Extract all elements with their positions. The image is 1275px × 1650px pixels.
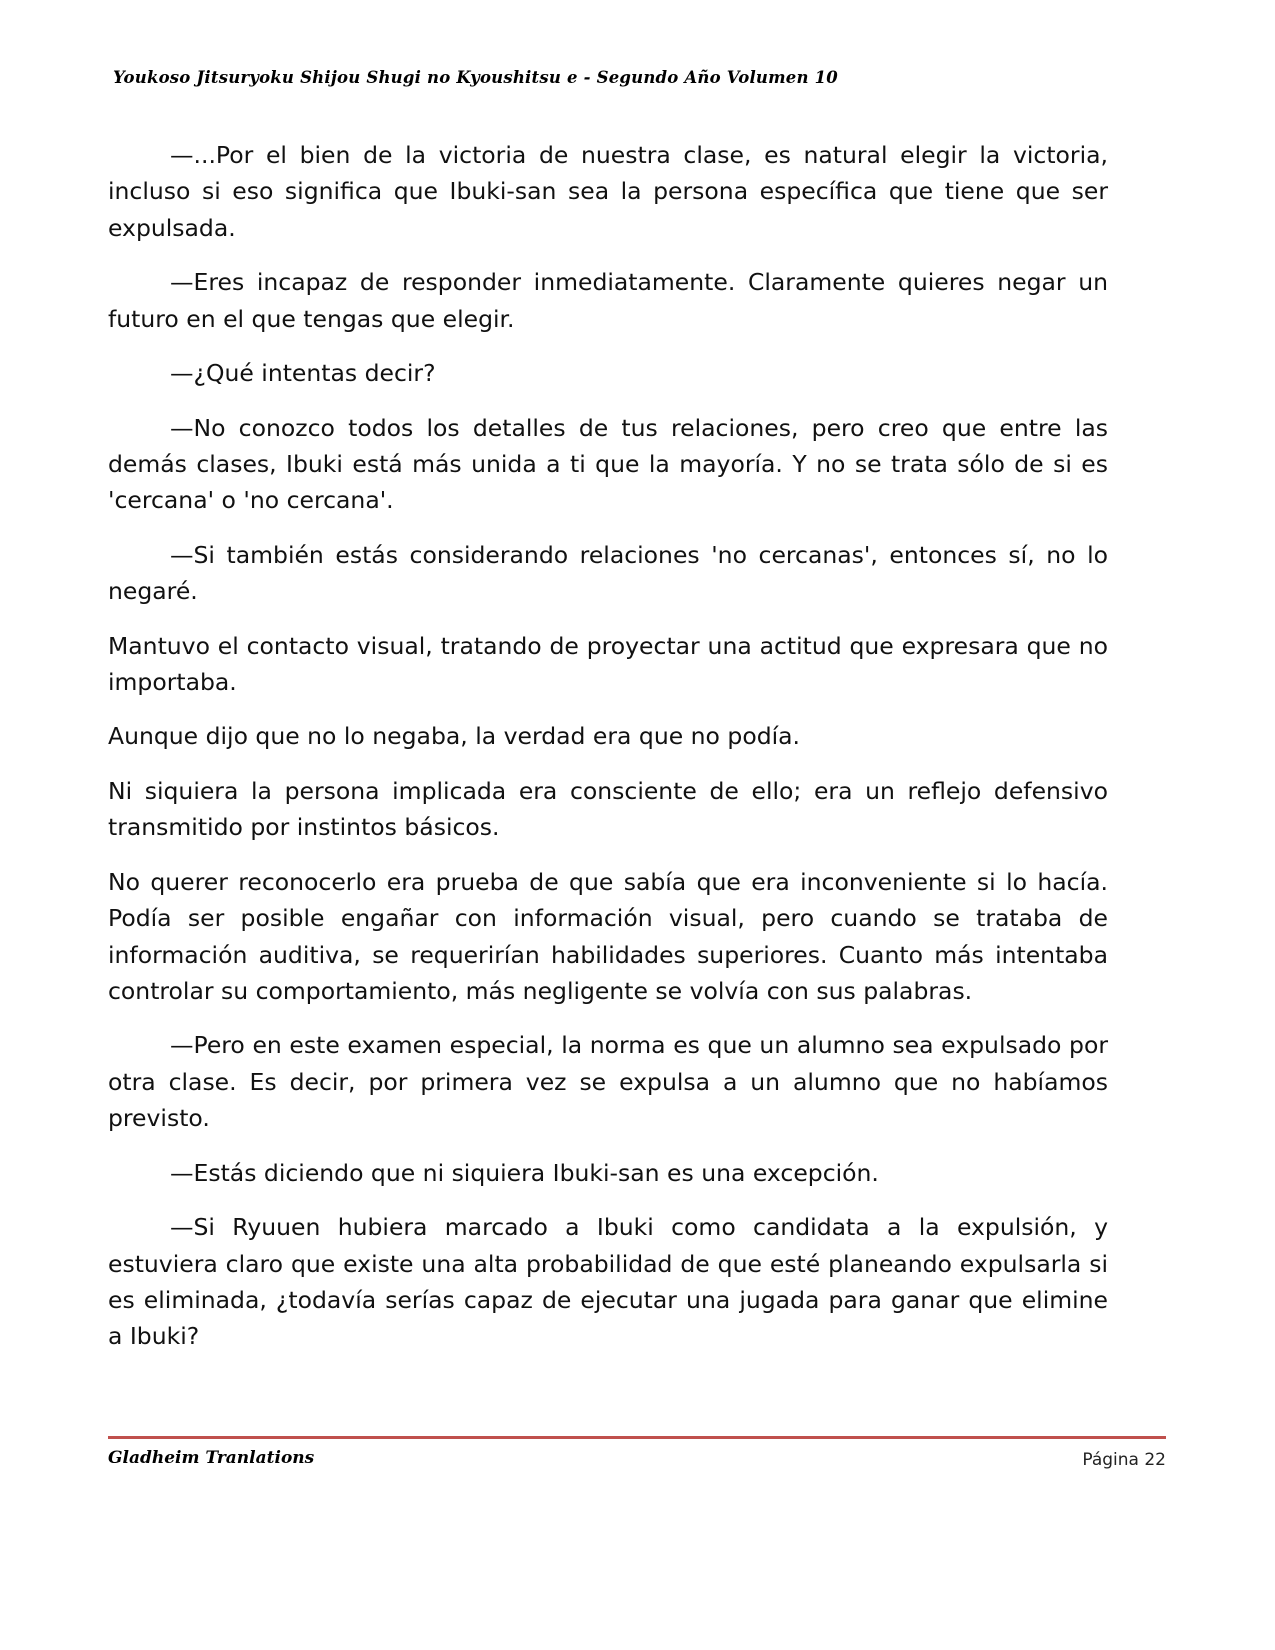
body-paragraph: Aunque dijo que no lo negaba, la verdad era que no podía. (108, 722, 801, 751)
body-paragraph: —Estás diciendo que ni siquiera Ibuki-san es una excepción. (170, 1158, 879, 1187)
page-header (113, 68, 1163, 87)
body-paragraph: Mantuvo el contacto visual, tratando de proyectar una actitud que expresara que no importaba. (108, 631, 1108, 697)
page-number: Página 22 (1082, 1450, 1166, 1470)
body-paragraph: —Pero en este examen especial, la norma es que un alumno sea expulsado por otra clase. Es decir, por primera vez se expulsa a un alumno que no habíamos previsto. (108, 1031, 1108, 1133)
body-paragraph: —¿Qué intentas decir? (170, 359, 436, 388)
body-paragraph: Ni siquiera la persona implicada era consciente de ello; era un reflejo defensivo transmitido por instintos básicos. (108, 776, 1108, 842)
page-body (108, 137, 1108, 1355)
footer-divider (108, 1436, 1166, 1439)
footer-credit: Gladheim Tranlations (108, 1448, 315, 1468)
body-paragraph: —No conozco todos los detalles de tus relaciones, pero creo que entre las demás clases, Ibuki está más unida a ti que la mayoría. Y no se trata sólo de si es 'cercana' o 'no cercana'. (108, 413, 1108, 515)
body-paragraph: —Si Ryuuen hubiera marcado a Ibuki como candidata a la expulsión, y estuviera claro que existe una alta probabilidad de que esté planeando expulsarla si es eliminada, ¿todavía serías capaz de ejecutar una jugada para ganar que elimine a Ibuki? (108, 1213, 1108, 1351)
body-paragraph: —Eres incapaz de responder inmediatamente. Claramente quieres negar un futuro en el que tengas que elegir. (108, 268, 1108, 333)
body-paragraph: No querer reconocerlo era prueba de que sabía que era inconveniente si lo hacía. Podía ser posible engañar con información visual, pero cuando se trataba de información auditiva, se requerirían habilidades superiores. Cuanto más intentaba controlar su comportamiento, más negligente se volvía con sus palabras. (108, 867, 1108, 1006)
header-title: Youkoso Jitsuryoku Shijou Shugi no Kyoushitsu e - Segundo Año Volumen 10 (113, 68, 838, 87)
body-paragraph: —...Por el bien de la victoria de nuestra clase, es natural elegir la victoria, incluso si eso significa que Ibuki-san sea la persona específica que tiene que ser expulsada. (108, 141, 1108, 242)
page-footer (108, 1448, 1166, 1488)
body-paragraph: —Si también estás considerando relaciones 'no cercanas', entonces sí, no lo negaré. (108, 540, 1108, 606)
